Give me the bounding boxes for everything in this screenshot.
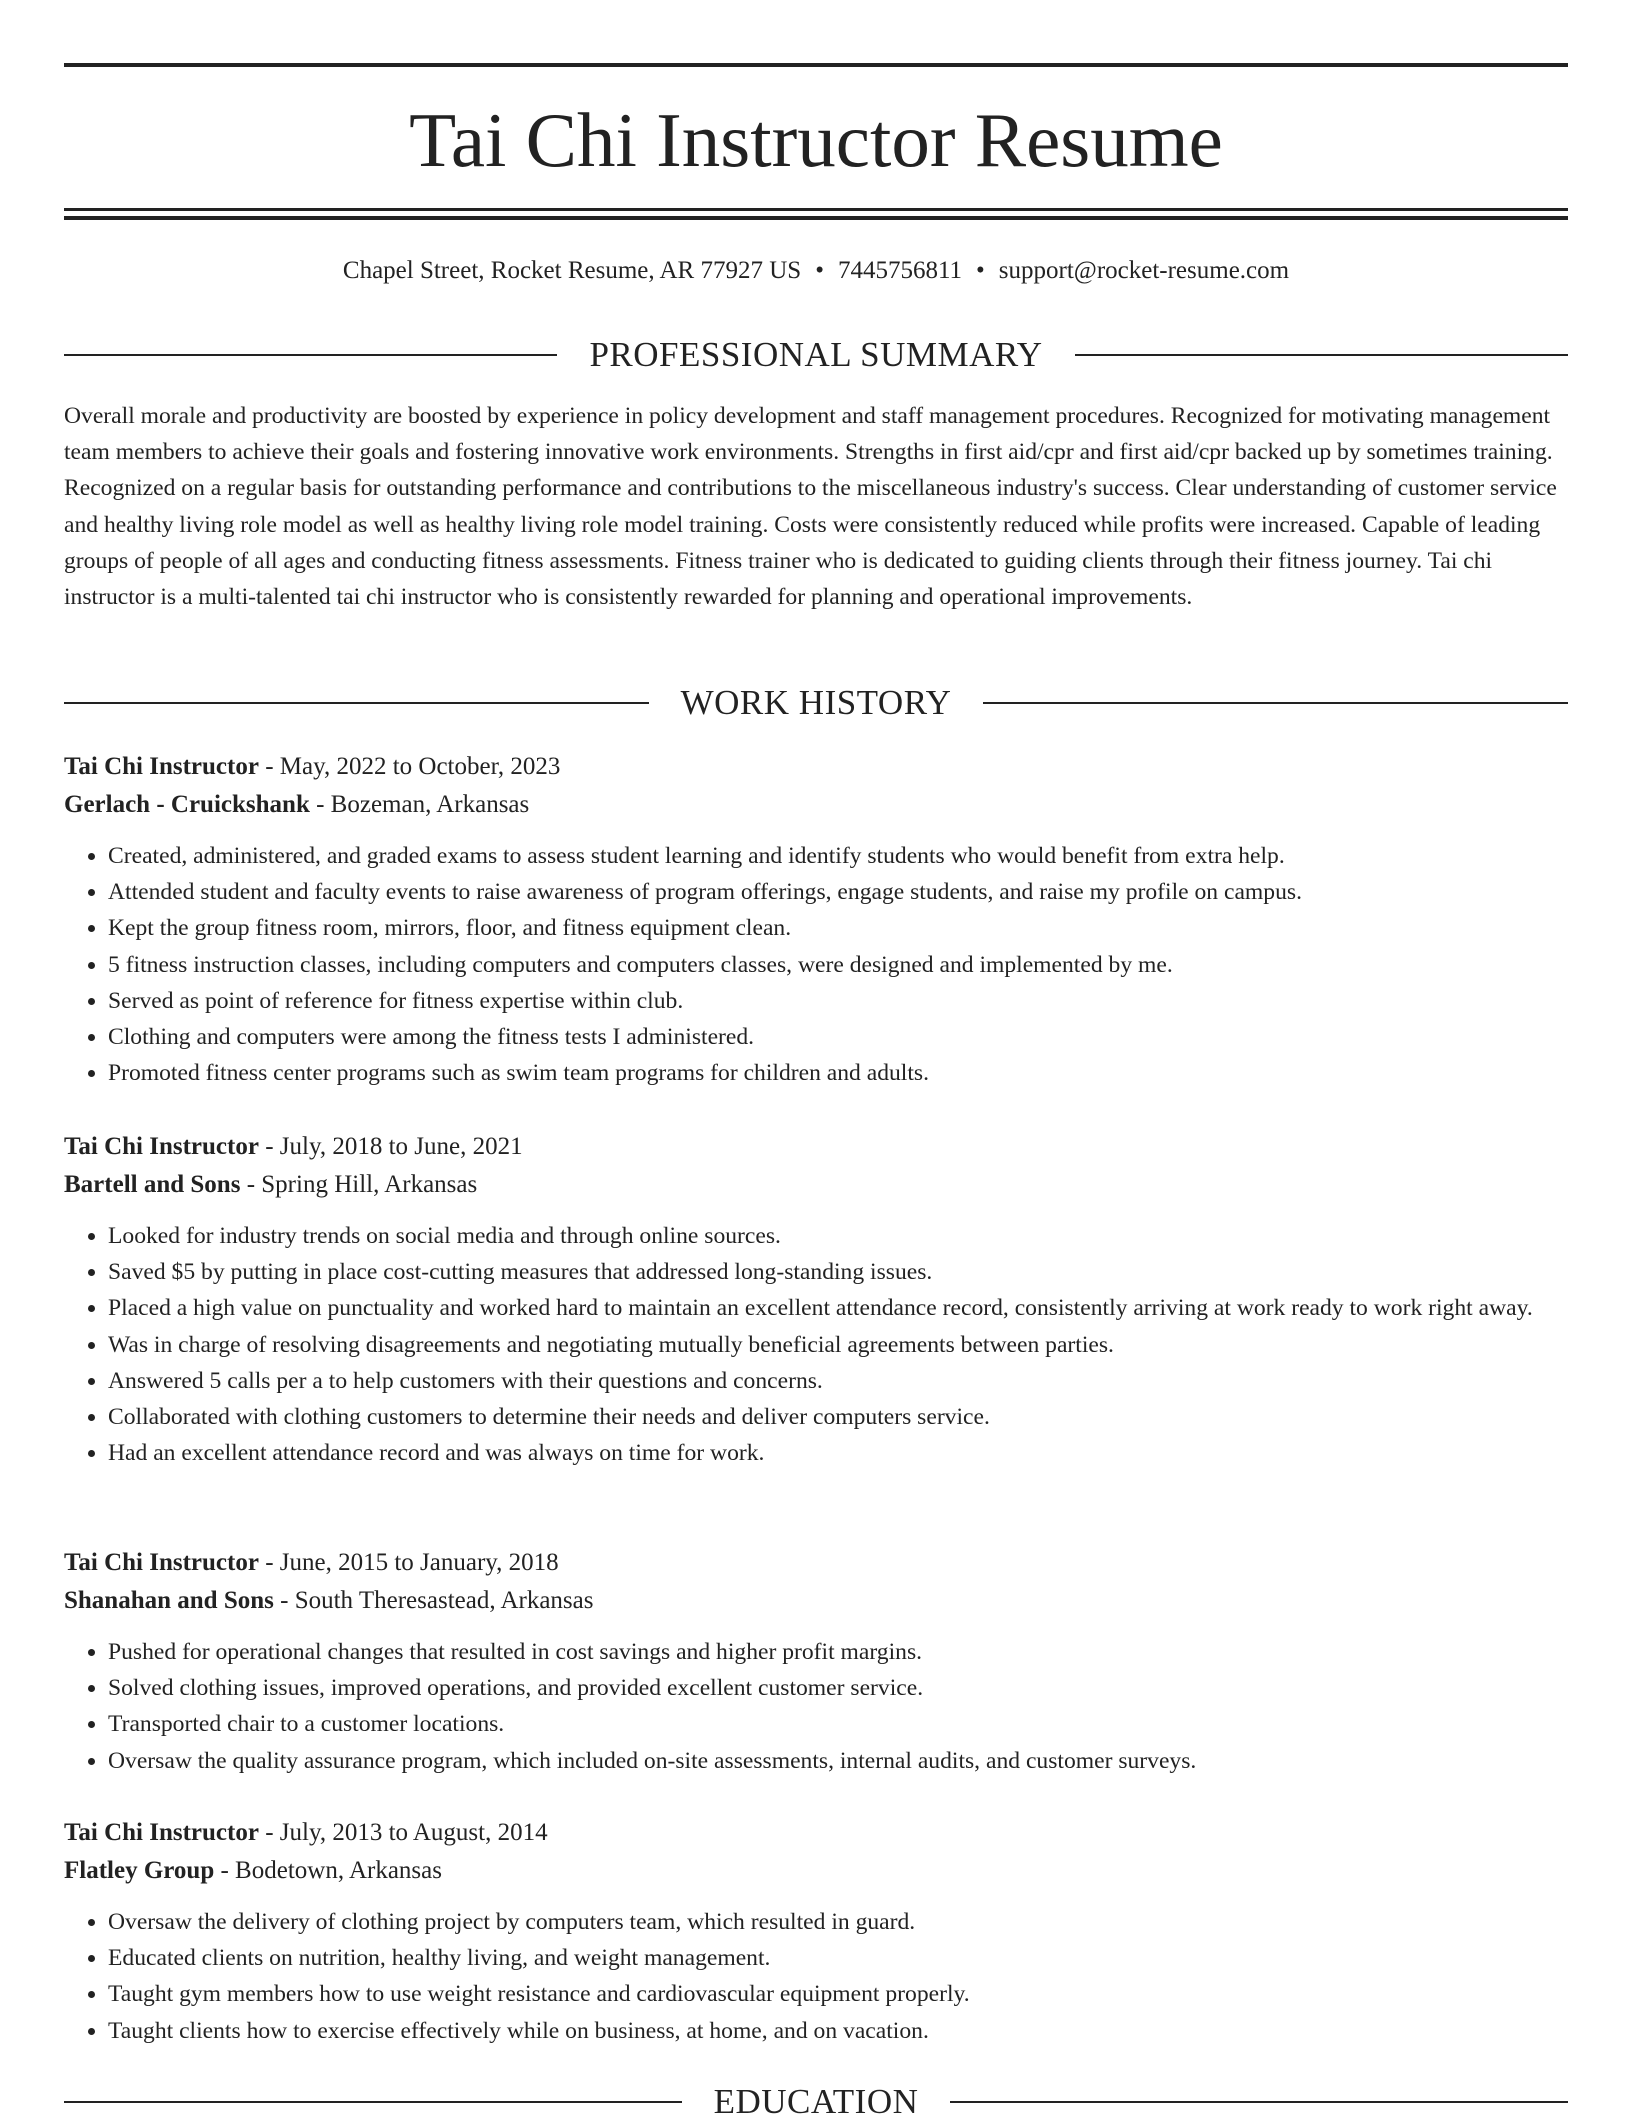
job-title-line (64, 1128, 1568, 1166)
job-company: Gerlach - Cruickshank (64, 791, 310, 818)
section-heading-label: WORK HISTORY (680, 683, 952, 722)
section-heading-summary (64, 333, 1568, 377)
header-top-rule (64, 63, 1568, 67)
contact-line (64, 256, 1568, 286)
job-entry (64, 1814, 1568, 2049)
job-bullet: • Attended student and faculty events to raise awareness of program offerings, engage students, and raise my profile on campus. (108, 874, 1568, 910)
job-entry (64, 1544, 1568, 1779)
contact-separator: • (976, 257, 985, 284)
job-bullet: • Created, administered, and graded exams to assess student learning and identify students who would benefit from extra help. (108, 838, 1568, 874)
job-bullet: • Placed a high value on punctuality and worked hard to maintain an excellent attendance record, consistently arriving at work ready to work right away. (108, 1290, 1568, 1326)
job-company-line (64, 1852, 1568, 1890)
contact-phone: 7445756811 (837, 257, 963, 284)
heading-rule-right (983, 702, 1568, 704)
section-heading-education (64, 2080, 1568, 2124)
job-location: - Bozeman, Arkansas (309, 791, 530, 818)
job-bullet: • Saved $5 by putting in place cost-cutting measures that addressed long-standing issues. (108, 1254, 1568, 1290)
heading-rule-left (64, 702, 649, 704)
job-bullet-list (64, 1904, 1568, 2049)
job-company: Bartell and Sons (64, 1171, 241, 1198)
job-bullet: • Collaborated with clothing customers to determine their needs and deliver computers service. (108, 1399, 1568, 1435)
header-double-rule-lower (64, 216, 1568, 220)
header-double-rule-upper (64, 208, 1568, 211)
job-title: Tai Chi Instructor (64, 1133, 259, 1160)
job-company: Shanahan and Sons (64, 1587, 274, 1614)
job-company-line (64, 1166, 1568, 1204)
job-location: - South Theresastead, Arkansas (273, 1587, 594, 1614)
professional-summary-text: Overall morale and productivity are boosted by experience in policy development and staff management procedures. Recognized for motivating management team members to achieve their goals and fostering innovative work environments. Strengths in first aid/cpr and first aid/cpr backed up by sometimes training. Recognized on a regular basis for outstanding performance and contributions to the miscellaneous industry's success. Clear understanding of customer service and healthy living role model as well as healthy living role model training. Costs were consistently reduced while profits were increased. Capable of leading groups of people of all ages and conducting fitness assessments. Fitness trainer who is dedicated to guiding clients through their fitness journey. Tai chi instructor is a multi-talented tai chi instructor who is consistently rewarded for planning and operational improvements. (64, 403, 1557, 611)
heading-rule-left (64, 354, 557, 356)
job-bullet: • Pushed for operational changes that resulted in cost savings and higher profit margins. (108, 1634, 1568, 1670)
job-bullet-list (64, 1218, 1568, 1471)
job-company: Flatley Group (64, 1857, 215, 1884)
job-company-line (64, 1582, 1568, 1620)
job-bullet: • Looked for industry trends on social media and through online sources. (108, 1218, 1568, 1254)
contact-email: support@rocket-resume.com (998, 257, 1290, 284)
job-bullet-list (64, 838, 1568, 1091)
job-bullet: • Served as point of reference for fitness expertise within club. (108, 983, 1568, 1019)
job-bullet: • Oversaw the quality assurance program, which included on-site assessments, internal audits, and customer surveys. (108, 1743, 1568, 1779)
heading-rule-left (64, 2101, 682, 2103)
job-title-line (64, 748, 1568, 786)
job-bullet: • Taught gym members how to use weight resistance and cardiovascular equipment properly. (108, 1976, 1568, 2012)
heading-rule-right (1075, 354, 1568, 356)
job-bullet: • Educated clients on nutrition, healthy living, and weight management. (108, 1940, 1568, 1976)
job-entry (64, 1128, 1568, 1471)
job-dates: - May, 2022 to October, 2023 (258, 753, 561, 780)
job-bullet: • Taught clients how to exercise effectively while on business, at home, and on vacation. (108, 2013, 1568, 2049)
resume-title: Tai Chi Instructor Resume (409, 97, 1223, 183)
job-title: Tai Chi Instructor (64, 1549, 259, 1576)
job-dates: - July, 2018 to June, 2021 (258, 1133, 523, 1160)
section-heading-label: PROFESSIONAL SUMMARY (589, 335, 1043, 374)
job-title: Tai Chi Instructor (64, 1819, 259, 1846)
contact-address: Chapel Street, Rocket Resume, AR 77927 US (342, 257, 802, 284)
job-bullet: • Promoted fitness center programs such as swim team programs for children and adults. (108, 1055, 1568, 1091)
section-heading-work-history (64, 681, 1568, 725)
job-title: Tai Chi Instructor (64, 753, 259, 780)
job-title-line (64, 1814, 1568, 1852)
job-location: - Bodetown, Arkansas (214, 1857, 442, 1884)
job-bullet: • Clothing and computers were among the fitness tests I administered. (108, 1019, 1568, 1055)
job-bullet: • Had an excellent attendance record and was always on time for work. (108, 1435, 1568, 1471)
job-dates: - June, 2015 to January, 2018 (258, 1549, 559, 1576)
job-entry (64, 748, 1568, 1091)
contact-separator: • (815, 257, 824, 284)
job-bullet: • Solved clothing issues, improved operations, and provided excellent customer service. (108, 1670, 1568, 1706)
job-bullet: • Kept the group fitness room, mirrors, floor, and fitness equipment clean. (108, 910, 1568, 946)
job-bullet: • Oversaw the delivery of clothing project by computers team, which resulted in guard. (108, 1904, 1568, 1940)
heading-rule-right (950, 2101, 1568, 2103)
job-company-line (64, 786, 1568, 824)
job-location: - Spring Hill, Arkansas (240, 1171, 478, 1198)
job-bullet-list (64, 1634, 1568, 1779)
job-title-line (64, 1544, 1568, 1582)
section-heading-label: EDUCATION (713, 2082, 919, 2121)
job-dates: - July, 2013 to August, 2014 (258, 1819, 548, 1846)
job-bullet: • Answered 5 calls per a to help customers with their questions and concerns. (108, 1363, 1568, 1399)
job-bullet: • Was in charge of resolving disagreements and negotiating mutually beneficial agreements between parties. (108, 1327, 1568, 1363)
job-bullet: • Transported chair to a customer locations. (108, 1706, 1568, 1742)
job-bullet: • 5 fitness instruction classes, including computers and computers classes, were designed and implemented by me. (108, 947, 1568, 983)
